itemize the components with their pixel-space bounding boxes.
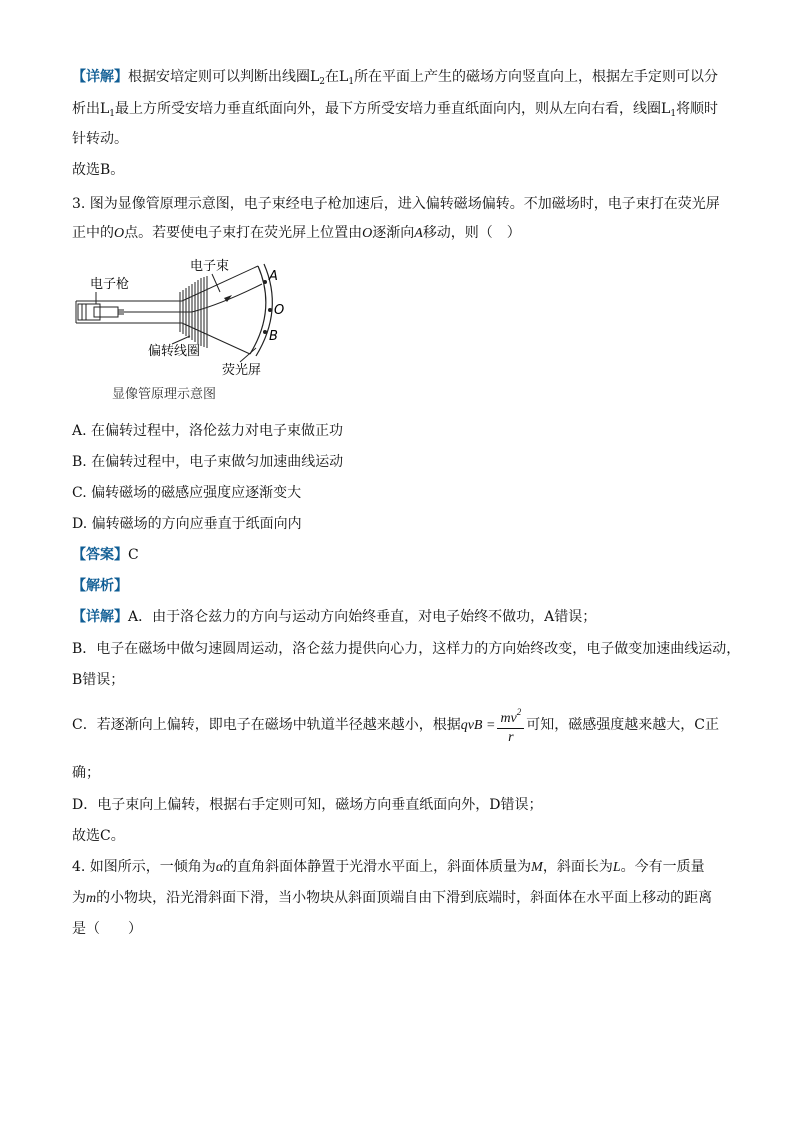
beam-path — [118, 284, 262, 312]
point-A — [263, 280, 267, 284]
q4-stem-line-3: 是（ ） — [72, 921, 142, 937]
point-O — [268, 308, 272, 312]
q4-stem-line-2 — [72, 887, 712, 910]
subscript: 1 — [670, 109, 677, 119]
point-B — [263, 330, 267, 334]
detail-tag: 【详解】 — [72, 69, 128, 85]
q3-detail-c-1 — [72, 703, 719, 747]
q3-detail-b-1: B．电子在磁场中做匀速圆周运动，洛仑兹力提供向心力，这样力的方向始终改变，电子做变加速曲线运动， — [72, 641, 741, 657]
var-L: L — [612, 860, 621, 875]
q3-detail-d: D．电子束向上偏转，根据右手定则可知，磁场方向垂直纸面向外，D错误； — [72, 797, 543, 813]
text: 析出L — [72, 101, 110, 117]
crt-diagram — [72, 252, 292, 402]
var-A: A — [414, 226, 423, 241]
text: ，斜面长为 — [542, 859, 613, 875]
label-screen: 荧光屏 — [222, 363, 262, 378]
text: 移动，则（ ） — [422, 225, 521, 241]
q3-option-a: A. 在偏转过程中，洛伦兹力对电子束做正功 — [72, 423, 344, 439]
subscript: 2 — [319, 77, 326, 87]
label-coil: 偏转线圈 — [148, 344, 201, 359]
label-O: O — [274, 303, 285, 318]
text: 逐渐向 — [372, 225, 415, 241]
text: 根据安培定则可以判断出线圈L — [128, 69, 320, 85]
q3-stem-line-2 — [72, 222, 521, 245]
text: C．若逐渐向上偏转，即电子在磁场中轨道半径越来越小，根据 — [72, 717, 461, 733]
var-O: O — [114, 226, 125, 241]
q3-detail-b-2: B错误； — [72, 672, 125, 688]
answer-value: C — [128, 547, 139, 563]
text: 最上方所受安培力垂直纸面向外，最下方所受安培力垂直纸面向内，则从左向右看，线圈L — [115, 101, 671, 117]
formula-numerator — [497, 703, 524, 729]
detail-tag: 【详解】 — [72, 609, 128, 625]
subscript: 1 — [348, 77, 355, 87]
formula-denominator: r — [508, 730, 514, 745]
figure-caption: 显像管原理示意图 — [112, 387, 217, 402]
superscript: 2 — [516, 707, 522, 717]
text: 4. 如图所示，一倾角为 — [72, 859, 216, 875]
var-alpha: α — [215, 860, 224, 875]
q3-answer — [72, 544, 139, 566]
text: 将顺时 — [676, 101, 719, 117]
q2-detail-line-1 — [72, 66, 718, 93]
q3-option-b: B. 在偏转过程中，电子束做匀加速曲线运动 — [72, 454, 344, 470]
text: A．由于洛仑兹力的方向与运动方向始终垂直，对电子始终不做功，A错误； — [128, 609, 597, 625]
label-gun: 电子枪 — [90, 277, 130, 292]
q3-option-d: D. 偏转磁场的方向应垂直于纸面向内 — [72, 516, 302, 532]
q2-detail-line-2 — [72, 98, 718, 125]
q3-detail-c-2: 确； — [72, 765, 100, 781]
text: mv — [500, 711, 517, 726]
text: 为 — [72, 890, 86, 906]
text: 的直角斜面体静置于光滑水平面上，斜面体质量为 — [223, 859, 532, 875]
var-M: M — [531, 860, 543, 875]
gun-body — [78, 304, 100, 320]
text: 所在平面上产生的磁场方向竖直向上，根据左手定则可以分 — [354, 69, 719, 85]
label-B: B — [269, 329, 278, 344]
subscript: 1 — [109, 109, 116, 119]
q3-detail-a — [72, 606, 596, 628]
label-beam: 电子束 — [190, 259, 230, 274]
label-A: A — [269, 269, 278, 284]
q3-analysis-tag — [72, 575, 128, 597]
formula-fraction — [497, 703, 524, 747]
text: 可知，磁感强度越来越大，C正 — [526, 717, 719, 733]
q4-stem-line-1 — [72, 856, 705, 879]
var-m: m — [86, 891, 97, 906]
formula-lhs: qvB = — [460, 718, 496, 733]
text: 在L — [325, 69, 349, 85]
text: 的小物块，沿光滑斜面下滑，当小物块从斜面顶端自由下滑到底端时，斜面体在水平面上移动的距离 — [96, 890, 713, 906]
text: 。今有一质量 — [620, 859, 705, 875]
q3-option-c: C. 偏转磁场的磁感应强度应逐渐变大 — [72, 485, 302, 501]
q3-choose: 故选C。 — [72, 828, 125, 844]
analysis-tag: 【解析】 — [72, 578, 128, 594]
gun-electrode — [94, 307, 118, 317]
answer-tag: 【答案】 — [72, 547, 128, 563]
text: 正中的 — [72, 225, 114, 241]
var-O: O — [362, 226, 373, 241]
q2-choose: 故选B。 — [72, 162, 125, 178]
text: 点。若要使电子束打在荧光屏上位置由 — [124, 225, 363, 241]
q3-stem-line-1: 3. 图为显像管原理示意图，电子束经电子枪加速后，进入偏转磁场偏转。不加磁场时，电子束打在荧光屏 — [72, 196, 720, 212]
q2-detail-line-3: 针转动。 — [72, 131, 128, 147]
